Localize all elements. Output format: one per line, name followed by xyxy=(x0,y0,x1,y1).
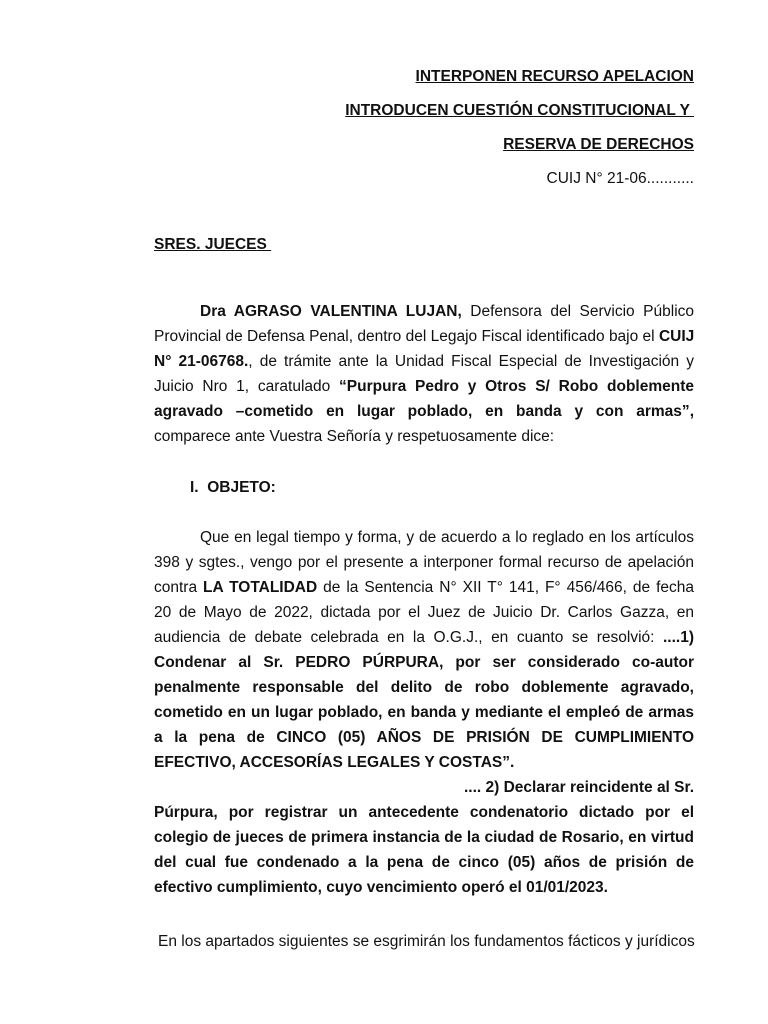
objeto-line: a la pena de CINCO (05) AÑOS DE PRISIÓN DE CUMPLIMIENTO xyxy=(154,729,694,746)
cuij-reference: CUIJ N° 21-06........... xyxy=(546,170,694,187)
intro-line: Provincial de Defensa Penal, dentro del Legajo Fiscal identificado bajo el CUIJ xyxy=(154,328,695,345)
objeto-line: efectivo cumplimiento, cuyo vencimiento operó el 01/01/2023. xyxy=(154,879,608,896)
closing-line: En los apartados siguientes se esgrimirán los fundamentos fácticos y jurídicos xyxy=(158,933,695,950)
objeto-paragraph xyxy=(154,525,694,900)
intro-line: Juicio Nro 1, caratulado “Purpura Pedro y Otros S/ Robo doblemente xyxy=(154,378,694,395)
intro-line: comparece ante Vuestra Señoría y respetuosamente dice: xyxy=(154,428,555,445)
section-heading-objeto: I. OBJETO: xyxy=(190,479,276,496)
objeto-line: penalmente responsable del delito de robo doblemente agravado, xyxy=(154,679,694,696)
objeto-line: colegio de jueces de primera instancia de la ciudad de Rosario, en virtud xyxy=(154,829,694,846)
intro-line: agravado –cometido en lugar poblado, en banda y con armas”, xyxy=(154,403,694,420)
objeto-line: audiencia de debate celebrada en la O.G.J., en cuanto se resolvió: ....1) xyxy=(154,629,694,646)
header-title-line-1: INTERPONEN RECURSO APELACION xyxy=(415,68,694,85)
objeto-line: .... 2) Declarar reincidente al Sr. xyxy=(463,779,694,796)
header-title-line-2: INTRODUCEN CUESTIÓN CONSTITUCIONAL Y xyxy=(345,102,694,119)
intro-line: N° 21-06768., de trámite ante la Unidad Fiscal Especial de Investigación y xyxy=(154,353,694,370)
closing-paragraph xyxy=(158,929,694,954)
case-caption: “Purpura Pedro y Otros S/ Robo doblemente xyxy=(339,378,694,395)
objeto-line: Púrpura, por registrar un antecedente condenatorio dictado por el xyxy=(154,804,694,821)
intro-line: Dra AGRASO VALENTINA LUJAN, Defensora del Servicio Público xyxy=(200,303,695,320)
objeto-line: EFECTIVO, ACCESORÍAS LEGALES Y COSTAS”. xyxy=(154,754,515,771)
objeto-line: Condenar al Sr. PEDRO PÚRPURA, por ser considerado co-autor xyxy=(154,654,694,671)
salutation: SRES. JUECES xyxy=(154,236,272,253)
attorney-name: Dra AGRASO VALENTINA LUJAN, xyxy=(200,303,462,320)
objeto-line: Que en legal tiempo y forma, y de acuerdo a lo reglado en los artículos xyxy=(200,529,694,546)
intro-paragraph xyxy=(154,299,694,449)
objeto-line: contra LA TOTALIDAD de la Sentencia N° XII T° 141, F° 456/466, de fecha xyxy=(154,579,694,596)
objeto-line: 20 de Mayo de 2022, dictada por el Juez de Juicio Dr. Carlos Gazza, en xyxy=(154,604,694,621)
header-title-line-3: RESERVA DE DERECHOS xyxy=(503,136,694,153)
objeto-line: cometido en un lugar poblado, en banda y mediante el empleó de armas xyxy=(154,704,694,721)
cuij-number: N° 21-06768. xyxy=(154,353,249,370)
objeto-line: 398 y sgtes., vengo por el presente a interponer formal recurso de apelación xyxy=(154,554,694,571)
objeto-line: del cual fue condenado a la pena de cinco (05) años de prisión de xyxy=(154,854,694,871)
